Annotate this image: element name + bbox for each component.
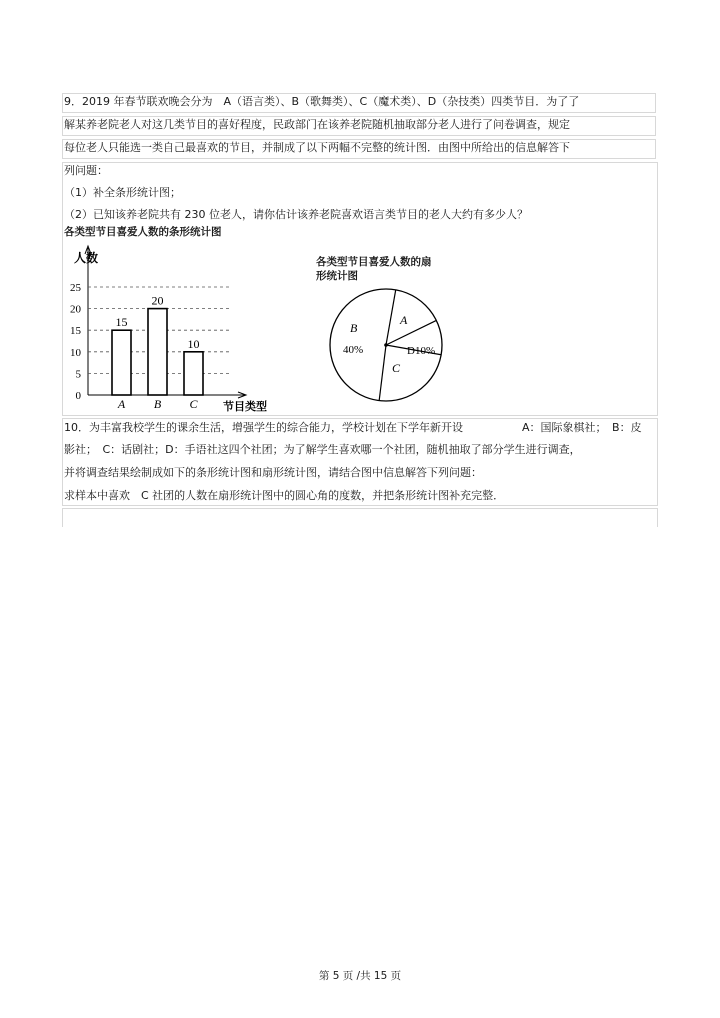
page-footer: 第 5 页 /共 15 页 — [318, 970, 402, 982]
y-tick-label: 25 — [70, 282, 81, 294]
bar-chart-title: 各类型节目喜爱人数的条形统计图 — [64, 226, 222, 238]
q9-sub2: （2）已知该养老院共有 230 位老人，请你估计该养老院喜欢语言类节目的老人大约有多少人？ — [64, 208, 528, 221]
pie-center — [384, 343, 388, 347]
x-axis-label: 节目类型 — [223, 401, 267, 413]
y-tick-label: 10 — [70, 346, 81, 359]
q10-line2: 影社； C：话剧社；D：手语社这四个社团；为了解学生喜欢哪一个社团，随机抽取了部分学生进行调查， — [64, 443, 581, 456]
pie-chart-title-1: 各类型节目喜爱人数的扇 — [316, 256, 432, 268]
q10-tail-box — [62, 508, 658, 527]
q9-line2: 解某养老院老人对这几类节目的喜好程度，民政部门在该养老院随机抽取部分老人进行了问卷调查，规定 — [64, 118, 570, 131]
pie-slice-B-percent: 40% — [343, 344, 364, 356]
y-tick-label: 20 — [70, 303, 81, 316]
bar-B — [148, 309, 167, 395]
q10-line3: 并将调查结果绘制成如下的条形统计图和扇形统计图，请结合图中信息解答下列问题： — [64, 466, 482, 479]
pie-slice-D-label: D10% — [407, 345, 436, 357]
x-tick-label: C — [189, 397, 198, 411]
y-axis-label: 人数 — [74, 251, 99, 265]
x-tick-label: A — [117, 397, 126, 411]
y-tick-label: 15 — [70, 325, 81, 338]
bar-value-label: 15 — [115, 315, 128, 330]
pie-slice-B-label: B — [350, 321, 358, 335]
q10-line1b: A：国际象棋社； B：皮 — [522, 421, 642, 434]
pie-chart-title-2: 形统计图 — [316, 270, 358, 282]
pie-slice-C-label: C — [392, 361, 401, 375]
x-tick-label: B — [153, 397, 162, 411]
bar-C — [184, 352, 203, 395]
bar-value-label: 20 — [151, 293, 164, 308]
bar-A — [112, 330, 131, 395]
q9-line4: 列问题： — [64, 164, 108, 177]
q9-sub1: （1）补全条形统计图； — [64, 186, 181, 199]
bar-value-label: 10 — [187, 336, 200, 351]
pie-slice-A-label: A — [400, 313, 408, 327]
y-tick-label: 0 — [75, 390, 81, 402]
q9-line3: 每位老人只能选一类自己最喜欢的节目，并制成了以下两幅不完整的统计图．由图中所给出的信息解答下 — [64, 141, 570, 154]
pie-chart — [300, 280, 460, 410]
q10-line4: 求样本中喜欢 C 社团的人数在扇形统计图中的圆心角的度数，并把条形统计图补充完整． — [64, 489, 505, 502]
q10-line1: 10．为丰富我校学生的课余生活，增强学生的综合能力，学校计划在下学年新开设 — [64, 421, 463, 434]
q9-line1: 9．2019 年春节联欢晚会分为 A（语言类）、B（歌舞类）、C（魔术类）、D（杂技类）四类节目．为了了 — [64, 95, 580, 108]
bar-chart — [62, 240, 282, 415]
y-tick-label: 5 — [75, 368, 81, 381]
